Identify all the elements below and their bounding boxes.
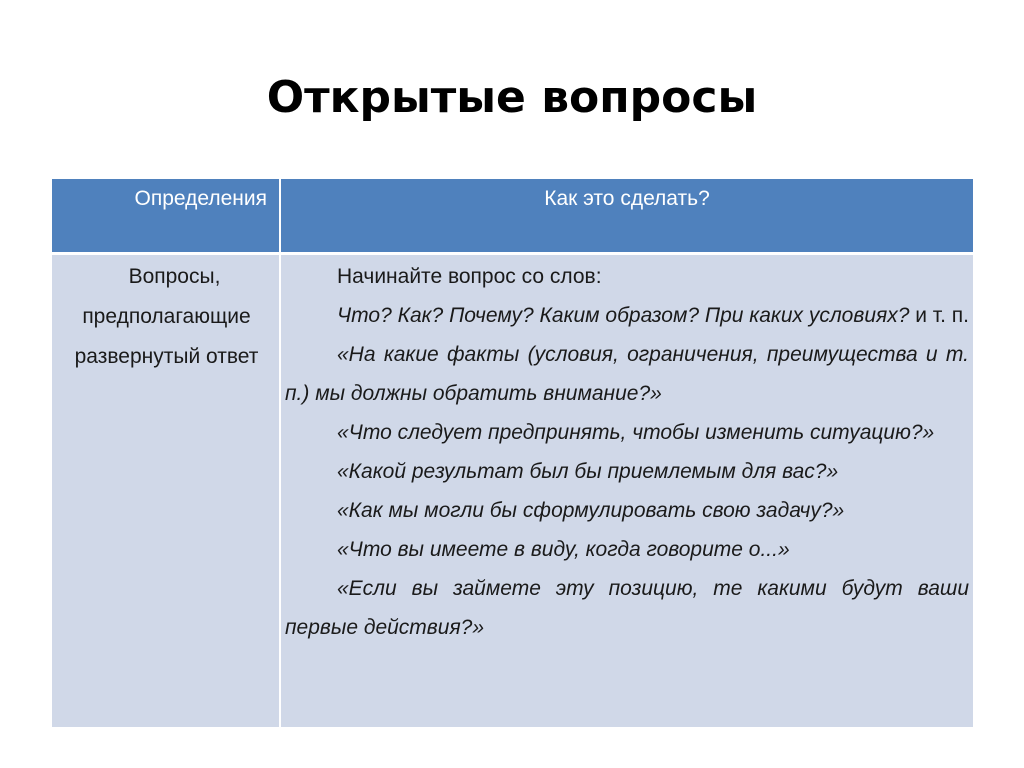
definition-line-2: предполагающие [82,305,251,328]
question-words-tail: и т. п. [909,304,969,327]
definition-line-1: Вопросы, [128,265,221,288]
table-row [52,254,973,728]
header-definitions: Определения [52,179,280,254]
how-to-intro: Начинайте вопрос со слов: [337,265,602,288]
open-questions-table [52,179,973,727]
table-header-row [52,179,973,254]
definition-cell [52,254,280,728]
how-to-paragraph-3: «Что следует предпринять, чтобы изменить ситуацию?» [337,421,935,444]
definition-line-3: развернутый ответ [74,345,259,368]
how-to-paragraph-1 [285,296,969,335]
how-to-paragraph-7: «Если вы займете эту позицию, те какими будут ваши первые действия?» [285,577,969,639]
how-to-cell [280,254,973,728]
question-words: Что? Как? Почему? Каким образом? При каких условиях? [337,304,910,327]
header-how-to: Как это сделать? [280,179,973,254]
how-to-paragraph-5: «Как мы могли бы сформулировать свою задачу?» [337,499,845,522]
how-to-paragraph-2: «На какие факты (условия, ограничения, преимущества и т. п.) мы должны обратить внимание?» [285,343,969,405]
how-to-paragraph-6: «Что вы имеете в виду, когда говорите о...» [337,538,790,561]
slide-title: Открытые вопросы [266,72,758,123]
how-to-paragraph-4: «Какой результат был бы приемлемым для вас?» [337,460,839,483]
